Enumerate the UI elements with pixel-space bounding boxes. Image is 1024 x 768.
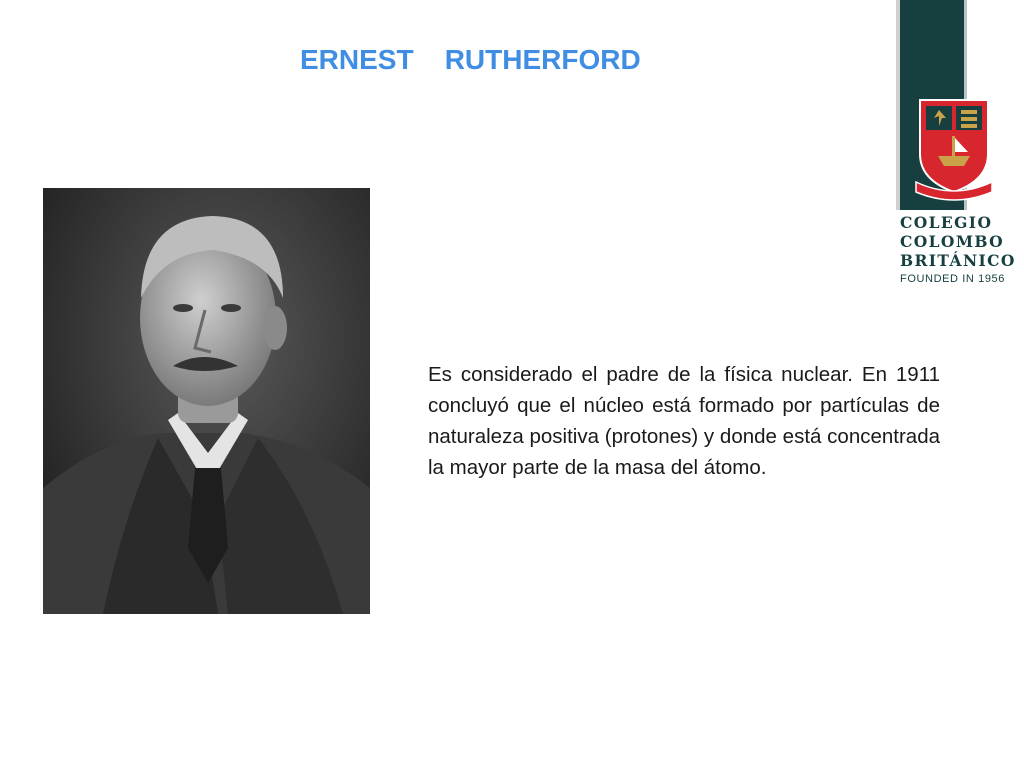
logo-line-colegio: COLEGIO xyxy=(900,213,993,232)
portrait-illustration xyxy=(43,188,370,614)
slide-title: ERNEST RUTHERFORD xyxy=(300,44,641,75)
portrait-photo xyxy=(43,188,370,614)
school-crest-icon xyxy=(914,96,994,202)
logo-line-britanico: BRITÁNICO xyxy=(900,251,1016,270)
logo-founded: FOUNDED IN 1956 xyxy=(900,273,1005,285)
logo-line-colombo: COLOMBO xyxy=(900,232,1005,251)
description-paragraph: Es considerado el padre de la física nuclear. En 1911 concluyó que el núcleo está formado por partículas de naturaleza positiva (protones) y donde está concentrada la mayor parte de la masa del átomo. xyxy=(428,363,940,479)
